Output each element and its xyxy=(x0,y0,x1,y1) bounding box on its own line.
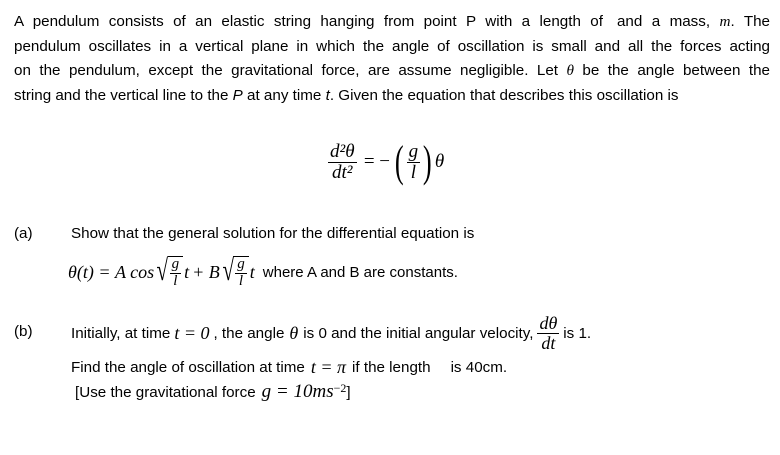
intro-line-3 xyxy=(14,59,770,84)
intro-line-4-b: at any time xyxy=(247,86,322,104)
rhs-numerator: g xyxy=(408,140,419,162)
part-b-text1: Initially, at time xyxy=(71,324,171,342)
intro-line-1-text: A pendulum consists of an elastic string hanging from point P with a length of xyxy=(14,13,603,30)
find-text1: Find the angle of oscillation at time xyxy=(71,359,305,376)
part-b-line2 xyxy=(71,357,507,378)
solution-lhs: θ(t) = A cos xyxy=(68,262,155,283)
part-b-theta: θ xyxy=(289,322,299,343)
dt: dt xyxy=(541,332,556,353)
dtheta: dθ xyxy=(539,312,558,333)
rhs-fraction xyxy=(407,142,421,183)
g-exponent: −2 xyxy=(333,380,347,395)
intro-line-4-a: string and the vertical line to the xyxy=(14,86,229,104)
rhs-theta: θ xyxy=(434,151,445,172)
sqrt1-num: g xyxy=(171,256,180,272)
part-b-line1 xyxy=(71,311,591,355)
part-a-label: (a) xyxy=(14,225,33,242)
general-solution xyxy=(68,256,458,290)
lhs-denominator: dt² xyxy=(332,161,353,183)
sqrt-g-over-l-2: √ $\frac{g}{l}$ xyxy=(220,256,249,290)
time-symbol: t xyxy=(325,86,330,104)
sqrt1-den: l xyxy=(173,272,178,289)
intro-line-2: pendulum oscillates in a vertical plane in which the angle of oscillation is small and all the forces acting xyxy=(14,37,770,55)
t-equals-pi: t = π xyxy=(310,357,347,377)
part-a-text: Show that the general solution for the differential equation is xyxy=(71,225,475,242)
mass-symbol: m xyxy=(719,13,731,30)
part-b-line3 xyxy=(75,381,351,403)
intro-paragraph xyxy=(14,10,770,108)
part-b-text3: is 0 and the initial angular velocity, xyxy=(303,324,534,342)
intro-line-1: A pendulum consists of an elastic string hanging from point P with a length of and a mass, m. The xyxy=(14,13,770,30)
find-text3: is 40cm. xyxy=(450,359,508,376)
t-equals-zero: t = 0 xyxy=(174,322,210,343)
find-text2: if the length xyxy=(352,359,431,376)
intro-line-4 xyxy=(14,84,770,109)
t-var-1: t xyxy=(184,262,190,283)
sqrt2-num: g xyxy=(237,256,245,272)
part-b-label: (b) xyxy=(14,323,33,340)
close-bracket: ] xyxy=(346,383,351,401)
intro-line-1-tail: and a mass, xyxy=(616,13,711,30)
sqrt-g-over-l-1: √ $\frac{g}{l}$ xyxy=(154,256,183,290)
main-equation: $\frac{\text{d²θ}}{\text{dt²}}$ = − ( $\frac{g}{l}$ ) θ xyxy=(330,137,445,186)
lhs-fraction xyxy=(328,142,357,183)
angular-velocity-fraction xyxy=(537,314,559,353)
use-gravity-text: [Use the gravitational force xyxy=(75,383,256,401)
intro-line-3-a: on the pendulum, except the gravitational force, are assume negligible. Let xyxy=(14,62,558,79)
sqrt2-den: l xyxy=(238,272,244,289)
intro-line-3-b: be the angle between the xyxy=(582,62,770,79)
rhs-denominator: l xyxy=(410,161,417,183)
t-var-2: t xyxy=(249,262,255,283)
intro-line-4-c: . Given the equation that describes this oscillation is xyxy=(329,86,679,104)
lhs-numerator: d²θ xyxy=(330,140,355,162)
solution-plus-b: + B xyxy=(192,262,220,283)
part-b-text4: is 1. xyxy=(563,324,592,342)
g-value: g = 10ms xyxy=(261,381,334,402)
part-b-text2: , the angle xyxy=(213,324,285,342)
equals-minus: = − xyxy=(363,151,390,172)
theta-symbol: θ xyxy=(566,62,574,79)
point-p: P xyxy=(232,86,243,104)
solution-tail: where A and B are constants. xyxy=(262,264,458,282)
